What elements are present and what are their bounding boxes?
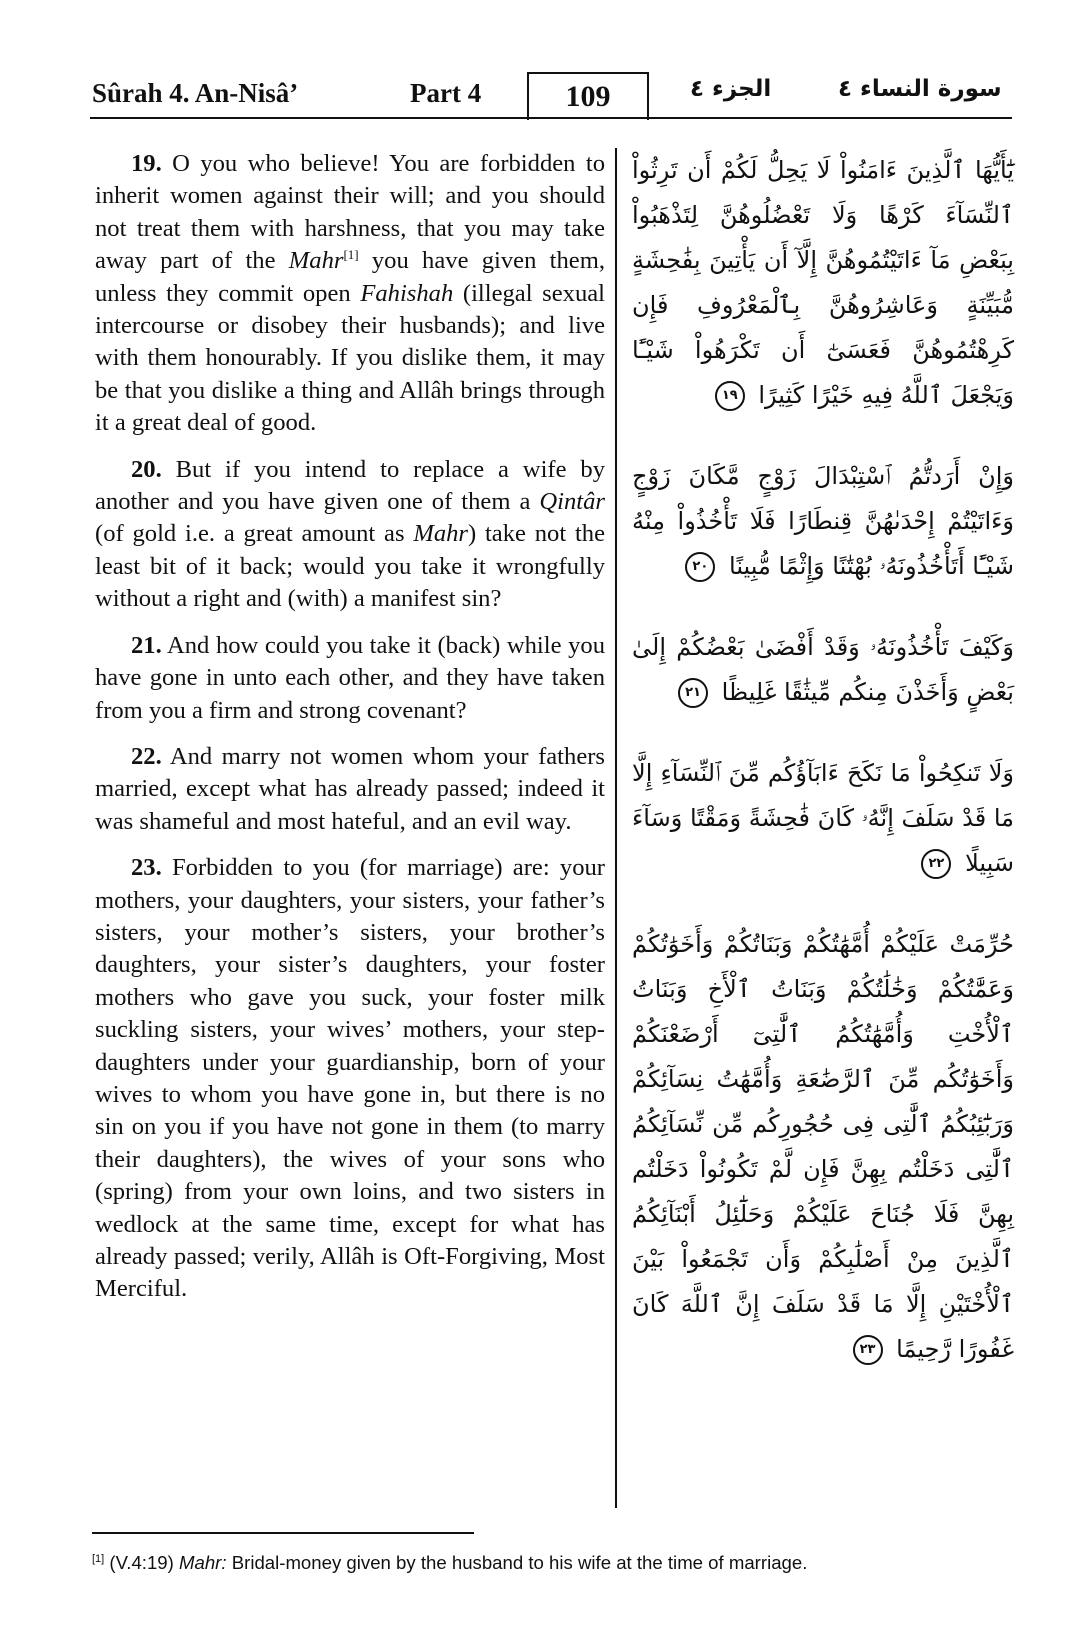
verse-text: And how could you take it (back) while you have gone in unto each other, and they have taken from you a firm and strong covenant? [95, 631, 606, 724]
verse-23-english [95, 852, 605, 1306]
arabic-verse-text: وَكَيْفَ تَأْخُذُونَهُۥ وَقَدْ أَفْضَىٰ بَعْضُكُمْ إِلَىٰ بَعْضٍ وَأَخَذْنَ مِنكُم مِّيثَٰقًا غَلِيظًا [632, 633, 1014, 706]
arabic-verse-text: وَإِنْ أَرَدتُّمُ ٱسْتِبْدَالَ زَوْجٍ مَّكَانَ زَوْجٍ وَءَاتَيْتُمْ إِحْدَىٰهُنَّ قِنطَارًا فَلَا تَأْخُذُواْ مِنْهُ شَيْـًٔا أَتَأْخُذُونَهُۥ بُهْتَٰنًا وَإِثْمًا مُّبِينًا [632, 462, 1014, 580]
verse-22-arabic [632, 751, 1014, 886]
column-divider [615, 148, 617, 1508]
verse-21-arabic [632, 625, 1014, 715]
footnote-rule [92, 1532, 474, 1534]
arabic-verse-text: وَلَا تَنكِحُواْ مَا نَكَحَ ءَابَآؤُكُم مِّنَ ٱلنِّسَآءِ إِلَّا مَا قَدْ سَلَفَ إِنَّهُۥ كَانَ فَٰحِشَةً وَمَقْتًا وَسَآءَ سَبِيلًا [632, 759, 1014, 877]
verse-end-marker: ٢٢ [921, 849, 951, 879]
footnote-ref: (V.4:19) [109, 1552, 174, 1573]
verse-text: But if you intend to replace a wife by another and you have given one of them a Qintâr (of gold i.e. a great amount as Mahr) take not the least bit of it back; would you take it wrongfully without a right and (with) a manifest sin? [95, 455, 605, 613]
verse-end-marker: ٢٣ [853, 1335, 883, 1365]
verse-19-english [95, 148, 605, 440]
verse-text: And marry not women whom your fathers married, except what has already passed; indeed it was shameful and most hateful, and an evil way. [95, 742, 605, 835]
verse-23-arabic [632, 922, 1014, 1372]
verse-number: 22. [131, 742, 162, 770]
verse-text: O you who believe! You are forbidden to inherit women against their will; and you should not treat them with harshness, that you may take away part of the Mahr[1] you have given them, unless they commit open Fahishah (illegal sexual intercourse or disobey their husbands); and live with them honourably. If you dislike them, it may be that you dislike a thing and Allâh brings through it a great deal of good. [95, 150, 606, 437]
verse-end-marker: ٢١ [678, 678, 708, 708]
part-label-english: Part 4 [410, 78, 482, 108]
footnote-term: Mahr: [179, 1552, 227, 1573]
verse-end-marker: ٢٠ [685, 552, 715, 582]
page-header [0, 0, 1074, 130]
surah-title-arabic: سورة النساء ٤ [838, 76, 1002, 102]
page-number: 109 [527, 72, 649, 120]
surah-title-english: Sûrah 4. An-Nisâ’ [92, 78, 299, 108]
arabic-verse-text: يَٰٓأَيُّهَا ٱلَّذِينَ ءَامَنُواْ لَا يَحِلُّ لَكُمْ أَن تَرِثُواْ ٱلنِّسَآءَ كَرْهًا وَلَا تَعْضُلُوهُنَّ لِتَذْهَبُواْ بِبَعْضِ مَآ ءَاتَيْتُمُوهُنَّ إِلَّآ أَن يَأْتِينَ بِفَٰحِشَةٍ مُّبَيِّنَةٍ وَعَاشِرُوهُنَّ بِٱلْمَعْرُوفِ فَإِن كَرِهْتُمُوهُنَّ فَعَسَىٰٓ أَن تَكْرَهُواْ شَيْـًٔا وَيَجْعَلَ ٱللَّهُ فِيهِ خَيْرًا كَثِيرًا [632, 156, 1014, 409]
english-translation-column [95, 148, 605, 1320]
verse-21-english [95, 630, 605, 727]
verse-22-english [95, 741, 605, 838]
footnote [92, 1552, 1022, 1574]
verse-19-arabic [632, 148, 1014, 418]
verse-end-marker: ١٩ [715, 381, 745, 411]
footnote-text: Bridal-money given by the husband to his wife at the time of marriage. [231, 1552, 808, 1573]
part-label-arabic: الجزء ٤ [690, 76, 772, 102]
header-rule [90, 117, 1012, 119]
verse-number: 23. [131, 854, 162, 882]
verse-number: 20. [131, 455, 162, 483]
verse-number: 19. [131, 150, 162, 177]
arabic-verse-text: حُرِّمَتْ عَلَيْكُمْ أُمَّهَٰتُكُمْ وَبَنَاتُكُمْ وَأَخَوَٰتُكُمْ وَعَمَّٰتُكُمْ وَخَٰلَٰتُكُمْ وَبَنَاتُ ٱلْأَخِ وَبَنَاتُ ٱلْأُخْتِ وَأُمَّهَٰتُكُمُ ٱلَّٰتِىٓ أَرْضَعْنَكُمْ وَأَخَوَٰتُكُم مِّنَ ٱلرَّضَٰعَةِ وَأُمَّهَٰتُ نِسَآئِكُمْ وَرَبَٰٓئِبُكُمُ ٱلَّٰتِى فِى حُجُورِكُم مِّن نِّسَآئِكُمُ ٱلَّٰتِى دَخَلْتُم بِهِنَّ فَإِن لَّمْ تَكُونُواْ دَخَلْتُم بِهِنَّ فَلَا جُنَاحَ عَلَيْكُمْ وَحَلَٰٓئِلُ أَبْنَآئِكُمُ ٱلَّذِينَ مِنْ أَصْلَٰبِكُمْ وَأَن تَجْمَعُواْ بَيْنَ ٱلْأُخْتَيْنِ إِلَّا مَا قَدْ سَلَفَ إِنَّ ٱللَّهَ كَانَ غَفُورًا رَّحِيمًا [632, 930, 1014, 1363]
verse-20-english [95, 454, 605, 616]
verse-number: 21. [131, 631, 162, 659]
verse-text: Forbidden to you (for marriage) are: your mothers, your daughters, your sisters, your father’s sisters, your mother’s sisters, your brother’s daughters, your sister’s daughters, your foster mothers who gave you suck, your foster milk suckling sisters, your wives’ mothers, your step-daughters under your guardianship, born of your wives to whom you have gone in, but there is no sin on you if you have not gone in them (to marry their daughters), the wives of your sons who (spring) from your own loins, and two sisters in wedlock at the same time, except for what has already passed; verily, Allâh is Oft-Forgiving, Most Merciful. [95, 854, 605, 1303]
verse-20-arabic [632, 454, 1014, 589]
arabic-text-column [632, 148, 1014, 1408]
footnote-marker: [1] [92, 1552, 105, 1565]
